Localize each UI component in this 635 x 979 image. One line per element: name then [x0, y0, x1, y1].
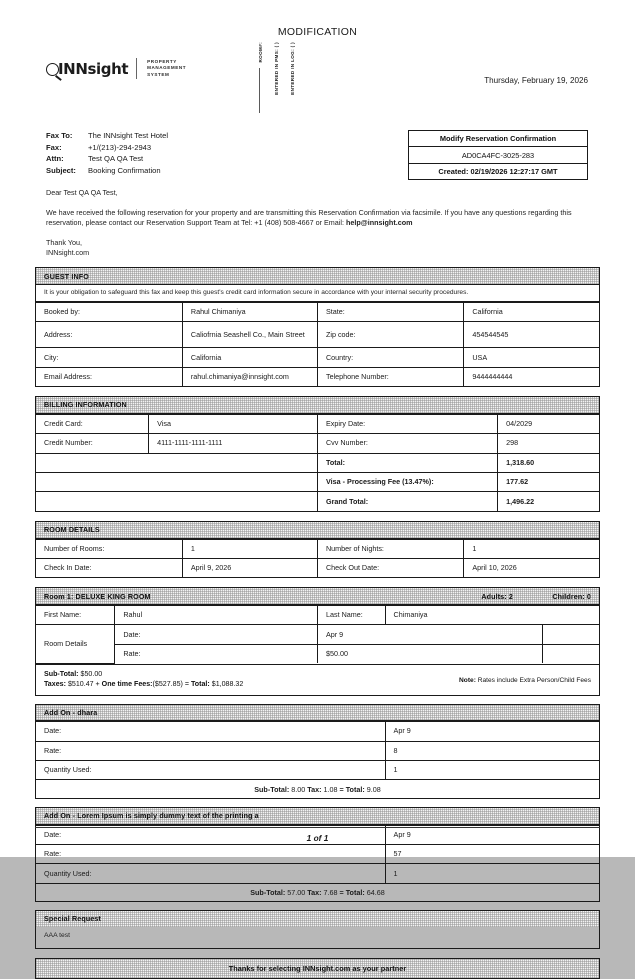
grand-total-label: Grand Total:	[317, 492, 497, 511]
credit-card-label: Credit Card:	[36, 414, 149, 433]
stamp-entered-log: ENTERED IN LOG: ( )	[290, 42, 295, 95]
table-row	[36, 453, 599, 472]
footer-rule	[35, 827, 600, 828]
sign-off: Thank You,	[46, 237, 82, 247]
number-of-rooms-label: Number of Rooms:	[36, 539, 182, 558]
addon-2-total-value: 64.68	[366, 887, 385, 897]
room-details-section	[35, 521, 600, 579]
expiry-value: 04/2029	[498, 414, 599, 433]
logo-ring-icon	[46, 63, 59, 76]
city-label: City:	[36, 348, 182, 367]
room-onetime-label: One time Fees:	[101, 680, 153, 689]
table-row	[36, 606, 599, 625]
grand-total-value: 1,496.22	[498, 492, 599, 511]
room-occupant-table	[36, 605, 599, 664]
fax-to-row	[46, 130, 168, 142]
fax-label: Fax:	[46, 142, 62, 152]
fax-recipient-block	[46, 130, 168, 176]
room-total-value: $1,088.32	[211, 680, 244, 689]
email-value: rahul.chimaniya@innsight.com	[182, 367, 317, 386]
addon-1-subtotal-row	[36, 779, 599, 797]
table-row	[36, 844, 599, 863]
state-value: California	[464, 302, 599, 321]
email-label: Email Address:	[36, 367, 182, 386]
room-totals-line	[36, 664, 599, 695]
address-label: Address:	[36, 322, 182, 348]
table-row	[36, 625, 599, 644]
support-email: help@innsight.com	[345, 218, 413, 228]
check-out-value: April 10, 2026	[464, 558, 599, 577]
addon-1-table	[36, 721, 599, 779]
booked-by-label: Booked by:	[36, 302, 182, 321]
table-row	[36, 741, 599, 760]
processing-fee-label: Visa - Processing Fee (13.47%):	[317, 473, 497, 492]
room-block-section	[35, 587, 600, 695]
fax-to-value: The INNsight Test Hotel	[88, 131, 169, 140]
room-note-label: Note:	[459, 676, 476, 684]
addon-2-qty-label: Quantity Used:	[36, 864, 385, 883]
table-row	[36, 864, 599, 883]
billing-spacer-cell	[36, 453, 317, 472]
addon-2-total-label: = Total:	[339, 887, 365, 897]
first-name-value: Rahul	[115, 606, 318, 625]
sign-name: INNsight.com	[46, 247, 90, 257]
addon-2-qty-value: 1	[385, 864, 599, 883]
addon-1-total-value: 9.08	[366, 784, 381, 794]
table-row	[36, 473, 599, 492]
logo-tagline-line1: PROPERTY	[147, 59, 177, 65]
billing-spacer-cell	[36, 492, 317, 511]
last-name-value: Chimaniya	[385, 606, 599, 625]
confirmation-title: Modify Reservation Confirmation	[409, 131, 587, 147]
addon-1-subtotal-value: 8.00	[291, 784, 306, 794]
logo-prefix: IN	[58, 59, 76, 78]
room-subtotal-label: Sub-Total:	[44, 669, 79, 678]
zip-value: 454544545	[464, 322, 599, 348]
page-number: 1 of 1	[306, 833, 329, 843]
logo-tagline-line2: MANAGEMENT	[147, 65, 187, 71]
logo-wordmark	[46, 60, 128, 78]
innsight-logo	[46, 58, 186, 79]
expiry-label: Expiry Date:	[317, 414, 497, 433]
total-value: 1,318.60	[498, 453, 599, 472]
room-onetime-value: ($527.85) =	[152, 680, 191, 689]
credit-number-value: 4111-1111-1111-1111	[149, 434, 318, 453]
addon-1-subtotal-label: Sub-Total:	[254, 784, 290, 794]
addon-2-date-label: Date:	[36, 825, 385, 844]
addon-1-date-label: Date:	[36, 722, 385, 741]
total-label: Total:	[317, 453, 497, 472]
addon-2-date-value: Apr 9	[385, 825, 599, 844]
letter-paragraph	[46, 208, 588, 229]
telephone-label: Telephone Number:	[317, 367, 463, 386]
billing-info-header: BILLING INFORMATION	[36, 397, 599, 414]
attn-value: Test QA QA Test	[88, 154, 144, 164]
fax-to-label: Fax To:	[46, 131, 73, 140]
addon-1-total-label: = Total:	[339, 784, 365, 794]
room-children: Children: 0	[552, 591, 591, 601]
fax-value: +1/(213)-294-2943	[88, 142, 152, 152]
table-row	[36, 492, 599, 511]
logo-tagline	[147, 59, 186, 78]
last-name-label: Last Name:	[318, 606, 386, 625]
room-details-table	[36, 539, 599, 578]
fax-stamp-block	[257, 42, 296, 95]
billing-spacer-cell	[36, 473, 317, 492]
cvv-value: 298	[498, 434, 599, 453]
billing-info-table	[36, 414, 599, 511]
addon-1-rate-label: Rate:	[36, 741, 385, 760]
country-label: Country:	[317, 348, 463, 367]
table-row	[36, 322, 599, 348]
table-row	[36, 761, 599, 780]
room-details-header: ROOM DETAILS	[36, 522, 599, 539]
room-note-value: Rates include Extra Person/Child Fees	[477, 676, 591, 684]
guest-info-header: GUEST INFO	[36, 268, 599, 285]
addon-2-subtotal-value: 57.00	[287, 887, 306, 897]
subject-row	[46, 165, 168, 177]
processing-fee-value: 177.62	[498, 473, 599, 492]
table-row	[36, 414, 599, 433]
room-rate-value: $50.00	[318, 644, 543, 663]
number-of-rooms-value: 1	[182, 539, 317, 558]
letter-paragraph-text: We have received the following reservation for your property and are transmitting this Reservation Confirmation via facsimile. If you have any questions regarding this reservation, please contact our Reservation Support Team at Tel: +1 (408) 508-4667 or Email:	[46, 207, 572, 228]
subject-value: Booking Confirmation	[88, 165, 161, 175]
room-block-title: Room 1: DELUXE KING ROOM	[44, 591, 151, 601]
city-value: California	[182, 348, 317, 367]
addon-1-tax-value: 1.08	[323, 784, 338, 794]
room-rate-spacer	[543, 644, 599, 663]
confirmation-box	[408, 130, 588, 180]
room-taxes-value: $510.47 +	[67, 680, 102, 689]
address-value: Caliofrnia Seashell Co., Main Street	[182, 322, 317, 348]
addon-1-header: Add On - dhara	[36, 705, 599, 722]
confirmation-number: AD0CA4FC-3025-283	[409, 147, 587, 163]
addon-1-tax-label: Tax:	[307, 784, 322, 794]
check-in-value: April 9, 2026	[182, 558, 317, 577]
room-date-spacer	[543, 625, 599, 644]
letter-greeting: Dear Test QA QA Test,	[46, 188, 118, 197]
guest-info-table	[36, 302, 599, 386]
room-rates-note	[459, 676, 591, 686]
addon-2-header: Add On - Lorem Ipsum is simply dummy text of the printing a	[36, 808, 599, 825]
table-row	[36, 539, 599, 558]
telephone-value: 9444444444	[464, 367, 599, 386]
number-of-nights-value: 1	[464, 539, 599, 558]
letter-signature	[46, 238, 588, 258]
zip-label: Zip code:	[317, 322, 463, 348]
room-details-row-label: Room Details	[36, 625, 115, 663]
booked-by-value: Rahul Chimaniya	[182, 302, 317, 321]
addon-2-tax-label: Tax:	[307, 887, 322, 897]
document-date: Thursday, February 19, 2026	[484, 76, 588, 85]
page-title: MODIFICATION	[277, 26, 358, 38]
addon-1-date-value: Apr 9	[385, 722, 599, 741]
cvv-label: Cvv Number:	[317, 434, 497, 453]
addon-1-qty-label: Quantity Used:	[36, 761, 385, 780]
stamp-entered-pms: ENTERED IN PMS: ( )	[274, 42, 279, 95]
table-row	[36, 644, 599, 663]
state-label: State:	[317, 302, 463, 321]
thanks-banner: Thanks for selecting INNsight.com as your partner	[35, 958, 600, 979]
addon-1-qty-value: 1	[385, 761, 599, 780]
table-row	[36, 348, 599, 367]
fax-number-row	[46, 142, 168, 154]
room-taxes-label: Taxes:	[44, 680, 66, 689]
logo-tagline-line3: SYSTEM	[147, 71, 170, 77]
attn-row	[46, 153, 168, 165]
country-value: USA	[464, 348, 599, 367]
letter-body	[35, 188, 600, 258]
table-row	[36, 434, 599, 453]
addon-1-rate-value: 8	[385, 741, 599, 760]
confirmation-created: Created: 02/19/2026 12:27:17 GMT	[438, 166, 558, 176]
special-request-section	[35, 910, 600, 949]
check-in-label: Check In Date:	[36, 558, 182, 577]
room-rate-label: Rate:	[115, 644, 318, 663]
fax-meta-band	[35, 130, 600, 188]
special-request-header: Special Request	[36, 911, 599, 927]
credit-card-value: Visa	[149, 414, 318, 433]
subject-label: Subject:	[46, 165, 76, 175]
room-adults: Adults: 2	[481, 591, 513, 601]
room-date-value: Apr 9	[318, 625, 543, 644]
table-row	[36, 367, 599, 386]
room-block-header	[36, 588, 599, 605]
table-row	[36, 302, 599, 321]
stamp-room-number: ROOM#:	[258, 42, 263, 63]
number-of-nights-label: Number of Nights:	[317, 539, 463, 558]
billing-info-section	[35, 396, 600, 512]
addon-2-rate-label: Rate:	[36, 844, 385, 863]
room-total-label: Total:	[190, 680, 210, 689]
addon-2-subtotal-row	[36, 883, 599, 901]
credit-number-label: Credit Number:	[36, 434, 149, 453]
addon-2-rate-value: 57	[385, 844, 599, 863]
header-band	[35, 38, 600, 130]
logo-suffix: Nsight	[75, 59, 129, 78]
addon-section-1	[35, 704, 600, 799]
logo-divider	[136, 58, 137, 79]
table-row	[36, 722, 599, 741]
first-name-label: First Name:	[36, 606, 115, 625]
special-request-value: AAA test	[44, 931, 71, 939]
page-footer	[35, 827, 600, 843]
guest-info-notice: It is your obligation to safeguard this fax and keep this guest's credit card information secure in accordance with your internal security procedures.	[36, 285, 599, 302]
check-out-label: Check Out Date:	[317, 558, 463, 577]
addon-2-tax-value: 7.68	[323, 887, 338, 897]
attn-label: Attn:	[46, 154, 64, 164]
room-subtotal-value: $50.00	[80, 669, 103, 678]
table-row	[36, 558, 599, 577]
guest-info-section	[35, 267, 600, 387]
addon-section-2	[35, 807, 600, 902]
room-date-label: Date:	[115, 625, 318, 644]
addon-2-subtotal-label: Sub-Total:	[250, 887, 286, 897]
